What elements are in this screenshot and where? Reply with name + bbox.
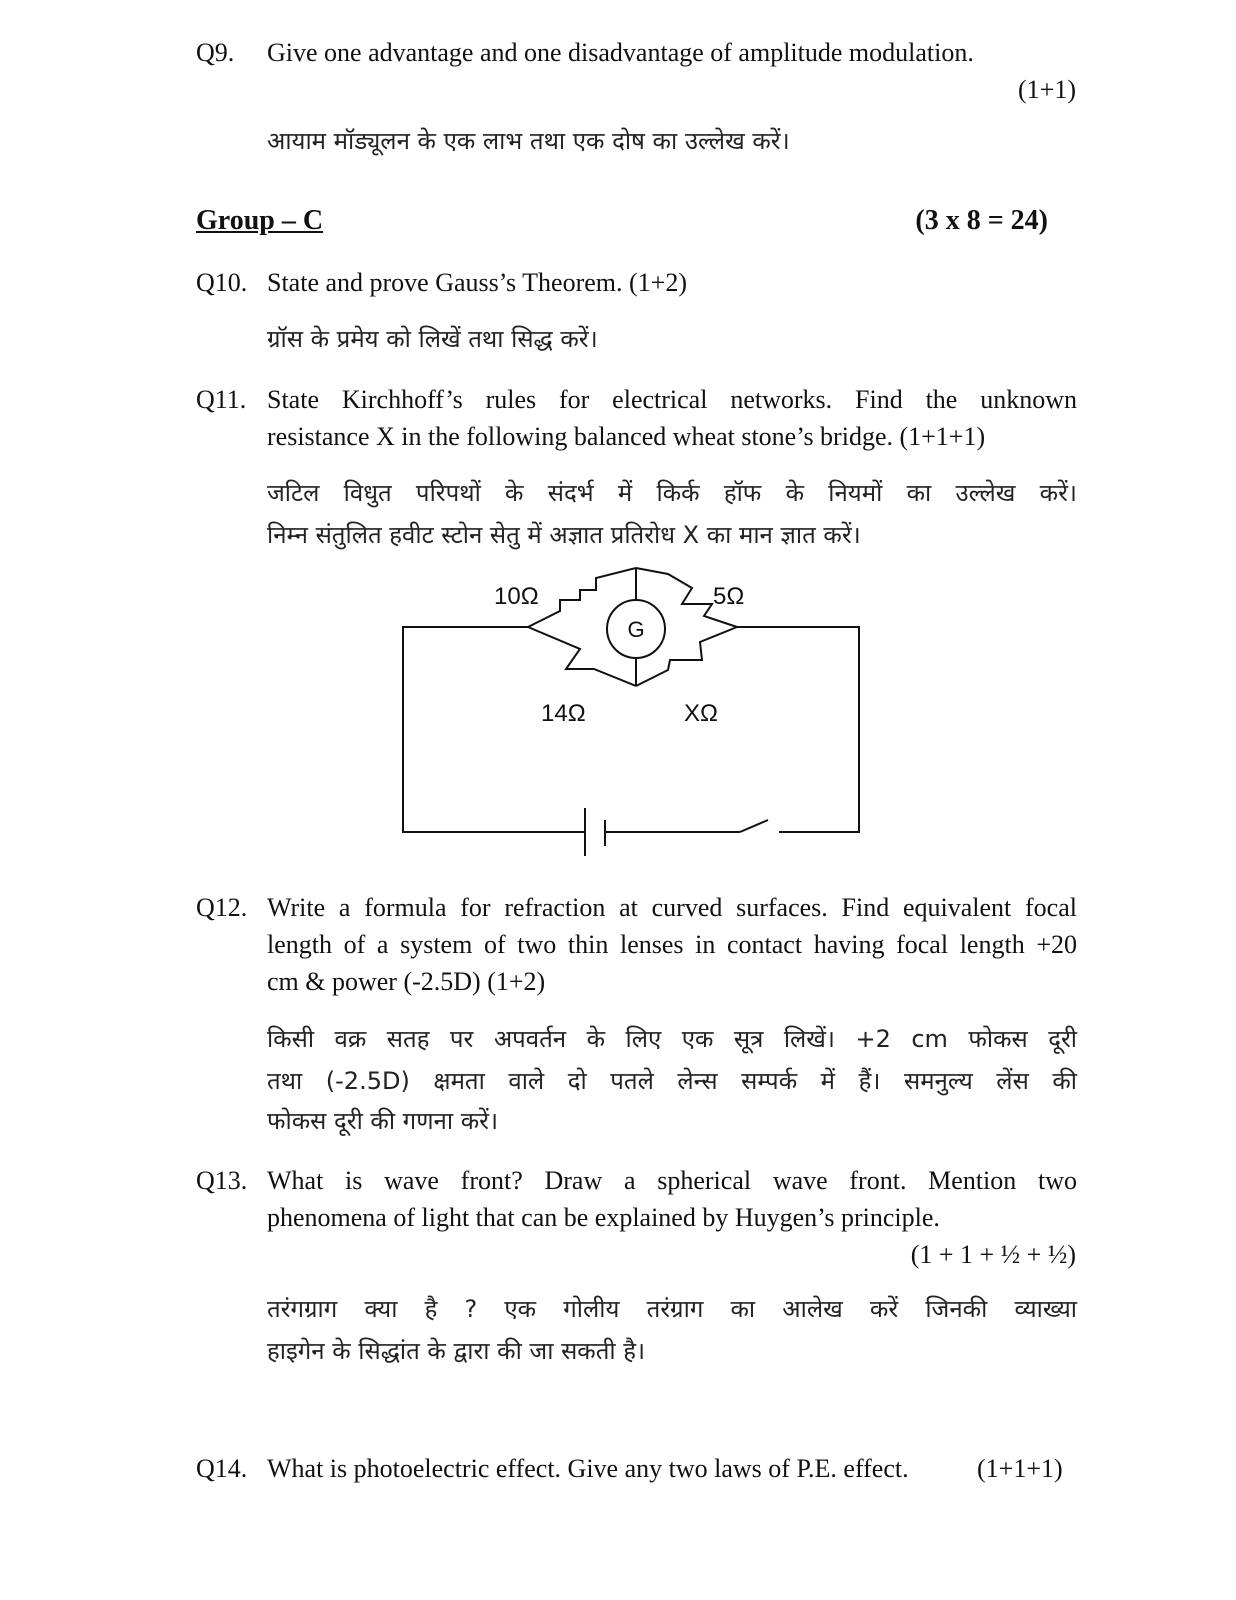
- q12-line-1: Write a formula for refraction at curved surfaces. Find equivalent focal: [267, 893, 1077, 922]
- q11-line-2: resistance X in the following balanced wheat stone’s bridge. (1+1+1): [267, 422, 986, 451]
- q12-hindi-line-2: तथा (-2.5D) क्षमता वाले दो पतले लेन्स सम्पर्क में हैं। समनुल्य लेंस की: [267, 1067, 1077, 1095]
- q12-number: Q12.: [196, 893, 248, 922]
- q13-number: Q13.: [196, 1166, 248, 1195]
- q11-line-1: State Kirchhoff’s rules for electrical networks. Find the unknown: [267, 385, 1077, 414]
- q13-hindi-line-2: हाइगेन के सिद्धांत के द्वारा की जा सकती है।: [267, 1337, 646, 1365]
- q14-marks: (1+1+1): [977, 1454, 1063, 1483]
- label-14-ohm: 14Ω: [541, 700, 586, 727]
- q9-hindi: आयाम मॉड्यूलन के एक लाभ तथा एक दोष का उल्लेख करें।: [267, 127, 790, 155]
- label-x-ohm: XΩ: [684, 700, 718, 727]
- q9-text: Give one advantage and one disadvantage of amplitude modulation.: [267, 38, 974, 67]
- q9-marks: (1+1): [1018, 75, 1076, 104]
- group-c-marks: (3 x 8 = 24): [915, 205, 1048, 236]
- q12-hindi-line-1: किसी वक्र सतह पर अपवर्तन के लिए एक सूत्र लिखें। +2 cm फोकस दूरी: [267, 1025, 1077, 1053]
- q10-number: Q10.: [196, 268, 248, 297]
- label-10-ohm: 10Ω: [494, 583, 539, 610]
- q12-line-2: length of a system of two thin lenses in contact having focal length +20: [267, 930, 1077, 959]
- resistor-10-ohm: [528, 568, 636, 627]
- q14-text: What is photoelectric effect. Give any two laws of P.E. effect.: [267, 1454, 909, 1483]
- q14-number: Q14.: [196, 1454, 248, 1483]
- group-c-title: Group – C: [196, 205, 324, 236]
- q12-line-3: cm & power (-2.5D) (1+2): [267, 967, 546, 996]
- left-wire: [403, 627, 585, 832]
- q11-hindi-line-1: जटिल विधुत परिपथों के संदर्भ में किर्क हॉफ के नियमों का उल्लेख करें।: [267, 479, 1077, 507]
- q10-hindi: ग्रॉस के प्रमेय को लिखें तथा सिद्ध करें।: [267, 325, 598, 353]
- q9-number: Q9.: [196, 38, 235, 67]
- q11-number: Q11.: [196, 385, 247, 414]
- right-wire: [737, 627, 859, 832]
- q13-line-2: phenomena of light that can be explained by Huygen’s principle.: [267, 1203, 940, 1232]
- wheatstone-bridge-diagram: [380, 560, 880, 870]
- resistor-14-ohm: [528, 627, 636, 686]
- switch-lever: [740, 820, 768, 832]
- q10-text: State and prove Gauss’s Theorem. (1+2): [267, 268, 687, 297]
- q13-line-1: What is wave front? Draw a spherical wave front. Mention two: [267, 1166, 1077, 1195]
- q11-hindi-line-2: निम्न संतुलित हवीट स्टोन सेतु में अज्ञात प्रतिरोध X का मान ज्ञात करें।: [267, 521, 861, 549]
- q13-hindi-line-1: तरंगग्राग क्या है ? एक गोलीय तरंग्राग का आलेख करें जिनकी व्याख्या: [267, 1295, 1077, 1323]
- q12-hindi-line-3: फोकस दूरी की गणना करें।: [267, 1107, 499, 1135]
- resistor-x-ohm: [636, 627, 737, 686]
- q13-marks: (1 + 1 + ½ + ½): [910, 1240, 1076, 1269]
- galvanometer-label: G: [627, 617, 645, 642]
- label-5-ohm: 5Ω: [713, 583, 745, 610]
